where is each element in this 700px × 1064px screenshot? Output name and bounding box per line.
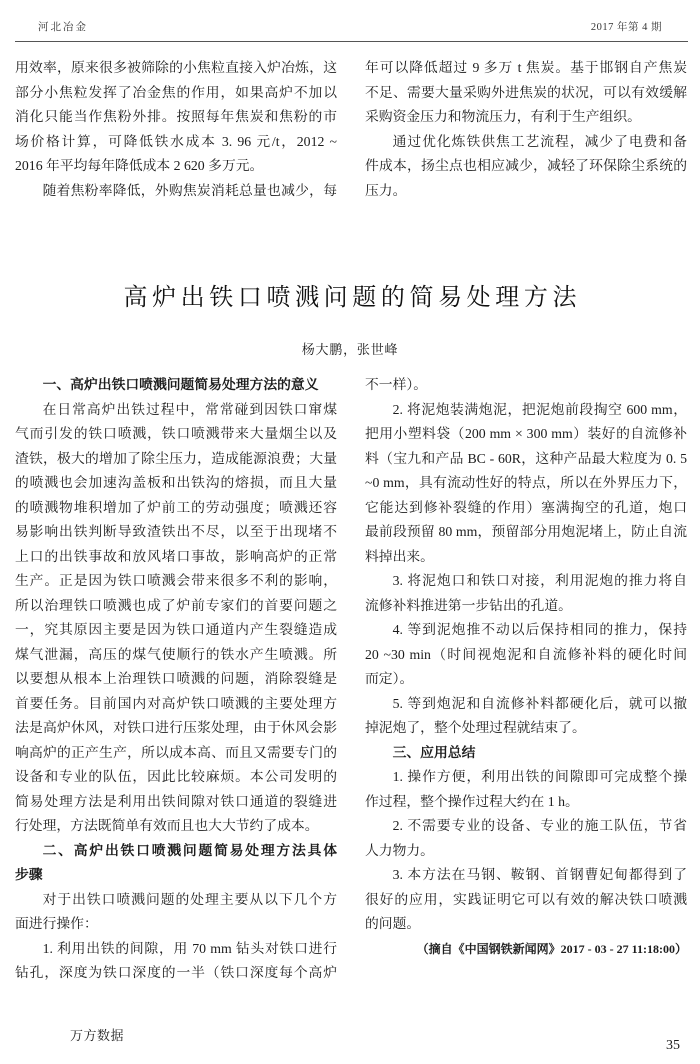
prev-article-line: 2016 年平均每年降低成本 2 620 多万元。: [15, 158, 264, 173]
article-title: 高炉出铁口喷溅问题的简易处理方法: [123, 284, 582, 311]
article-body-line: 煤气泄漏，高压的煤气使顺行的铁水产生喷溅。所: [15, 646, 337, 662]
article-body-line: 上口的出铁事故和放风堵口事故，影响高炉的正常: [15, 548, 337, 564]
prev-article-left-column: [15, 56, 337, 203]
article-authors: 杨大鹏，张世峰: [301, 342, 399, 357]
prev-article-line: 不足、需要大量采购外进焦炭的状况，可以有效缓解: [365, 84, 687, 100]
article-body-line: 流修补料推进第一步钻出的孔道。: [365, 597, 572, 613]
article-body-line: 钻孔，深度为铁口深度的一半（铁口深度每个高炉: [15, 965, 337, 980]
article-body-line: 首要任务。目前国内对高炉铁口喷溅的主要处理方: [15, 695, 337, 711]
section-heading: 三、应用总结: [392, 744, 476, 760]
prev-article-line: 用效率，原来很多被筛除的小焦粒直接入炉冶炼，这: [15, 60, 337, 75]
article-right-column: [365, 373, 687, 961]
prev-article-line: 随着焦粉率降低，外购焦炭消耗总量也减少，每: [42, 182, 337, 198]
article-body-line: 5. 等到炮泥和自流修补料都硬化后，就可以撤: [392, 695, 687, 711]
article-body-line: 掉泥炮了，整个处理过程就结束了。: [365, 720, 586, 735]
section-heading: 步骤: [15, 867, 43, 882]
article-body-line: 行处理，方法既简单有效而且也大大节约了成本。: [15, 818, 319, 833]
article-body-line: 所以治理铁口喷溅也成了炉前专家们的首要问题之: [15, 597, 337, 613]
article-body-line: 把用小塑料袋（200 mm × 300 mm）装好的自流修补: [365, 426, 687, 441]
prev-article-line: 消化只能当作焦粉外排。按照每年焦炭和焦粉的市: [15, 109, 337, 124]
article-body-line: 的喷溅也会加速沟盖板和出铁沟的熔损，而且大量: [15, 475, 337, 490]
article-body-line: 它能达到修补裂缝的作用）塞满掏空的孔道，炮口: [365, 499, 687, 515]
prev-article-line: 压力。: [365, 182, 407, 198]
header-rule: [15, 41, 688, 42]
article-body-line: 面进行操作：: [15, 916, 98, 931]
journal-name: 河北冶金: [38, 22, 88, 33]
article-body-line: 1. 操作方便，利用出铁的间隙即可完成整个操: [392, 769, 687, 784]
article-body-line: 不一样）。: [365, 377, 428, 392]
page-number: 35: [666, 1038, 680, 1053]
article-body-line: 渣铁，极大的增加了除尘压力，造成能源浪费；大量: [15, 450, 337, 466]
article-body-line: 作过程，整个操作过程大约在 1 h。: [365, 793, 579, 809]
article-body-line: 简易处理方法是利用出铁间隙对铁口通道的裂缝进: [15, 793, 337, 809]
prev-article-right-column: [365, 56, 687, 203]
article-body-line: 1. 利用出铁的间隙，用 70 mm 钻头对铁口进行: [42, 940, 337, 956]
article-body-line: 的问题。: [365, 916, 421, 931]
section-heading: 二、高炉出铁口喷溅问题简易处理方法具体: [42, 842, 337, 858]
wanfang-watermark: 万方数据: [70, 1028, 125, 1043]
prev-article-line: 采购资金压力和物流压力，有利于生产组织。: [365, 109, 641, 124]
section-heading: 一、高炉出铁口喷溅问题简易处理方法的意义: [42, 377, 319, 392]
article-body-line: 响高炉的正产生产，所以成本高、而且又需要专门的: [15, 744, 337, 760]
article-body-line: 在日常高炉出铁过程中，常常碰到因铁口窜煤: [42, 401, 337, 417]
article-body-line: 的喷溅物堆积增加了炉前工的劳动强度；喷溅还容: [15, 499, 337, 515]
article-body-line: 易影响出铁判断导致渣铁出不尽，以至于出现堵不: [15, 524, 337, 539]
article-body-line: 而定）。: [365, 671, 414, 686]
article-body-line: 2. 不需要专业的设备、专业的施工队伍，节省: [392, 818, 687, 833]
article-body-line: 料（宝九和产品 BC - 60R，这种产品最大粒度为 0. 5: [365, 450, 687, 466]
article-body-line: 一，究其原因主要是因为铁口通道内产生裂缝造成: [15, 622, 337, 637]
article-body-line: 料掉出来。: [365, 548, 434, 564]
article-body-line: 法是高炉休风，对铁口进行压浆处理，由于休风会影: [15, 720, 337, 735]
article-body-line: 4. 等到泥炮推不动以后保持相同的推力，保持: [392, 622, 687, 637]
article-body-line: 2. 将泥炮装满炮泥，把泥炮前段掏空 600 mm，: [392, 401, 687, 417]
article-body-line: ~0 mm，具有流动性好的特点，所以在外界压力下，: [365, 475, 687, 490]
article-left-column: [15, 373, 337, 986]
article-body-line: 3. 本方法在马钢、鞍钢、首钢曹妃甸都得到了: [392, 867, 687, 882]
prev-article-line: 年可以降低超过 9 多万 t 焦炭。基于邯钢自产焦炭: [365, 60, 687, 75]
article-body-line: 设备和专业的队伍，因此比较麻烦。本公司发明的: [15, 769, 337, 784]
prev-article-line: 件成本，扬尘点也相应减少，减轻了环保除尘系统的: [365, 158, 687, 173]
source-citation: （摘自《中国钢铁新闻网》2017 - 03 - 27 11:18:00）: [416, 941, 687, 956]
prev-article-line: 部分小焦粒发挥了冶金焦的作用，如果高炉不加以: [15, 84, 337, 100]
issue-label: 2017 年第 4 期: [590, 22, 662, 33]
article-body-line: 很好的应用，实践证明它可以有效的解决铁口喷溅: [365, 891, 687, 907]
article-body-line: 最前段预留 80 mm，预留部分用炮泥堵上，防止自流: [365, 524, 687, 539]
article-body-line: 人力物力。: [365, 842, 434, 858]
article-body-line: 20 ~30 min（时间视炮泥和自流修补料的硬化时间: [365, 646, 687, 662]
article-body-line: 生产。正是因为铁口喷溅会带来很多不利的影响，: [15, 573, 337, 588]
article-body-line: 3. 将泥炮口和铁口对接，利用泥炮的推力将自: [392, 573, 687, 588]
prev-article-line: 通过优化炼铁供焦工艺流程，减少了电费和备: [392, 133, 687, 149]
article-body-line: 对于出铁口喷溅问题的处理主要从以下几个方: [42, 891, 337, 907]
article-body-line: 以要想从根本上治理铁口喷溅的问题，消除裂缝是: [15, 671, 337, 686]
article-body-line: 气而引发的铁口喷溅，铁口喷溅带来大量烟尘以及: [15, 426, 337, 441]
prev-article-line: 场价格计算，可降低铁水成本 3. 96 元/t，2012 ~: [15, 133, 337, 149]
